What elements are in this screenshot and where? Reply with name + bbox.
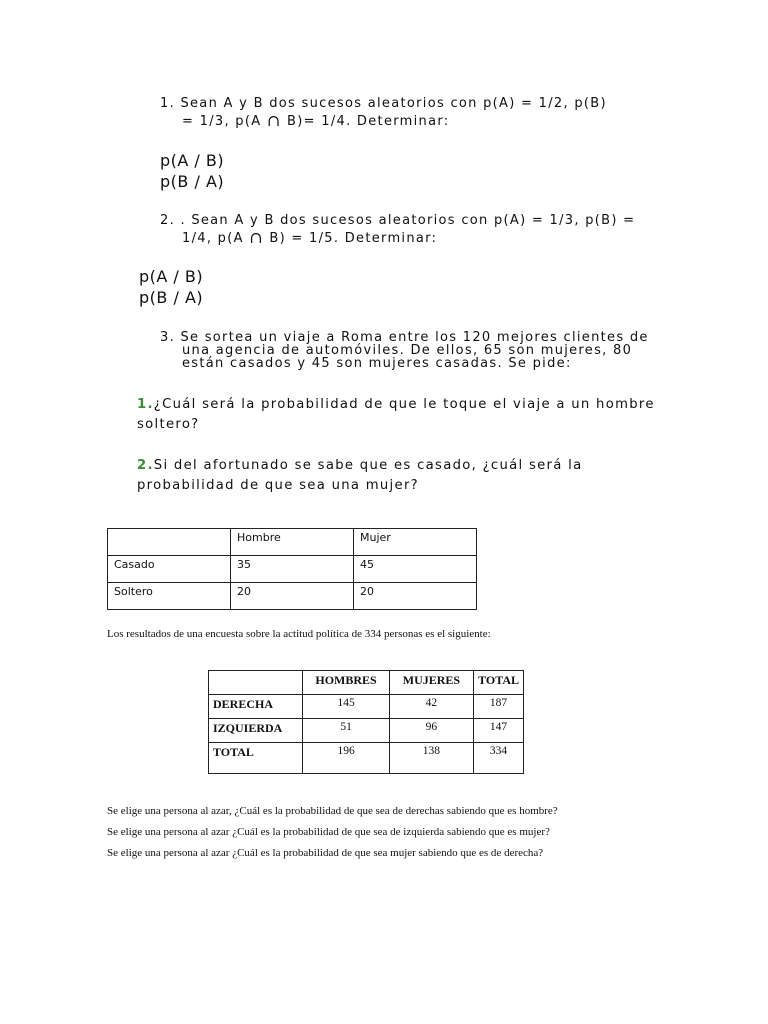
survey-intro: Los resultados de una encuesta sobre la actitud política de 334 personas es el siguiente:: [107, 628, 491, 640]
table-header-total: TOTAL: [474, 671, 524, 695]
final-question-1: Se elige una persona al azar, ¿Cuál es la probabilidad de que sea de derechas sabiendo que es hombre?: [107, 805, 558, 817]
table-header-mujeres: MUJERES: [389, 671, 473, 695]
table-header-hombre: Hombre: [231, 529, 354, 556]
final-question-3: Se elige una persona al azar ¿Cuál es la probabilidad de que sea mujer sabiendo que es de derecha?: [107, 847, 544, 859]
table-row-label: TOTAL: [209, 743, 303, 774]
table-cell: 147: [474, 719, 524, 743]
problem-1-line-2: [182, 113, 449, 130]
final-question-2: Se elige una persona al azar ¿Cuál es la probabilidad de que sea de izquierda sabiendo que es mujer?: [107, 826, 550, 838]
formula-p-b-given-a: p(B / A): [160, 172, 225, 191]
problem-2-formulas: [139, 266, 203, 308]
table-cell: 187: [474, 695, 524, 719]
table-cell: 20: [354, 583, 477, 610]
table-row: [108, 556, 477, 583]
problem-1-number: 1.: [160, 96, 176, 111]
table-cell: [108, 529, 231, 556]
table-row: [209, 743, 524, 774]
problem-1-line-1: [160, 96, 607, 112]
problem-3-number: 3.: [160, 330, 176, 345]
table-header-mujer: Mujer: [354, 529, 477, 556]
table-cell: 45: [354, 556, 477, 583]
question-1-number: 1.: [137, 397, 154, 412]
table-row-label: DERECHA: [209, 695, 303, 719]
problem-1-line-2a: = 1/3, p(A: [182, 114, 262, 129]
problem-1-line-2b: B)= 1/4. Determinar:: [287, 114, 450, 129]
question-2-number: 2.: [137, 458, 154, 473]
table-row-label: Soltero: [108, 583, 231, 610]
question-2-text: Si del afortunado se sabe que es casado, ¿cuál será la: [153, 458, 583, 473]
question-2-line-2: probabilidad de que sea una mujer?: [137, 478, 419, 493]
table-row: [209, 719, 524, 743]
problem-3-line-3: están casados y 45 son mujeres casadas. Se pide:: [182, 356, 572, 371]
intersection-symbol: ∩: [249, 228, 264, 247]
table-cell: 96: [389, 719, 473, 743]
table-cell: 145: [303, 695, 389, 719]
table-cell: [209, 671, 303, 695]
table-cell: 35: [231, 556, 354, 583]
question-1-text: ¿Cuál será la probabilidad de que le toque el viaje a un hombre: [153, 397, 655, 412]
table-marital-gender: [107, 528, 477, 610]
table-cell: 138: [389, 743, 473, 774]
table-row: [209, 671, 524, 695]
problem-1-formulas: [160, 150, 224, 192]
formula-p-a-given-b: p(A / B): [160, 151, 225, 170]
table-row-label: IZQUIERDA: [209, 719, 303, 743]
problem-2-number: 2.: [160, 213, 176, 228]
formula-p-a-given-b: p(A / B): [139, 267, 204, 286]
problem-3-line-2: una agencia de automóviles. De ellos, 65 son mujeres, 80: [182, 343, 633, 358]
question-2-line-1: [137, 458, 582, 474]
table-cell: 51: [303, 719, 389, 743]
table-cell: 42: [389, 695, 473, 719]
table-header-hombres: HOMBRES: [303, 671, 389, 695]
table-cell: 20: [231, 583, 354, 610]
problem-2-line-1: [160, 213, 635, 229]
table-cell: 196: [303, 743, 389, 774]
question-1-line-2: soltero?: [137, 417, 200, 432]
table-political-survey: [208, 670, 524, 774]
table-cell: 334: [474, 743, 524, 774]
intersection-symbol: ∩: [266, 111, 282, 130]
question-1-line-1: [137, 397, 655, 413]
problem-2-line-2: [182, 230, 437, 247]
problem-3-text: Se sortea un viaje a Roma entre los 120 mejores clientes de: [180, 330, 649, 345]
problem-1-text: Sean A y B dos sucesos aleatorios con p(A) = 1/2, p(B): [180, 96, 607, 111]
formula-p-b-given-a: p(B / A): [139, 288, 204, 307]
problem-2-line-2b: B) = 1/5. Determinar:: [269, 231, 438, 246]
table-row: [209, 695, 524, 719]
table-row: [108, 529, 477, 556]
table-row-label: Casado: [108, 556, 231, 583]
problem-2-line-2a: 1/4, p(A: [182, 231, 244, 246]
table-row: [108, 583, 477, 610]
problem-2-text: . Sean A y B dos sucesos aleatorios con p(A) = 1/3, p(B) =: [180, 213, 636, 228]
